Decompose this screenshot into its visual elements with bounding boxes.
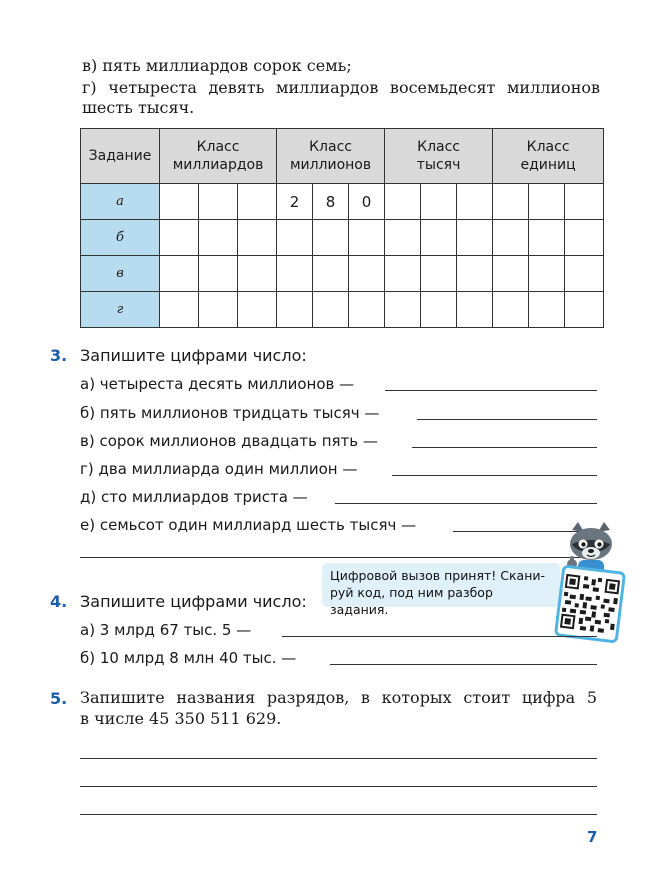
digit-cell[interactable] [457, 220, 493, 256]
digit-cell[interactable] [313, 220, 349, 256]
digit-cell[interactable] [493, 292, 529, 328]
digit-cell[interactable] [421, 184, 457, 220]
task-3-item-a: а) четыреста десять миллионов — [80, 375, 355, 393]
digit-cell[interactable] [421, 220, 457, 256]
digit-cell[interactable] [160, 292, 199, 328]
qr-code-icon [558, 572, 623, 637]
digit-cell[interactable] [529, 220, 565, 256]
digit-cell[interactable] [457, 184, 493, 220]
digit-cell[interactable] [457, 292, 493, 328]
task-3-item-v: в) сорок миллионов двадцать пять — [80, 432, 378, 450]
answer-line[interactable] [282, 636, 597, 637]
digit-cell[interactable]: 8 [313, 184, 349, 220]
digit-cell[interactable]: 0 [349, 184, 385, 220]
digit-cell[interactable] [199, 292, 238, 328]
digit-cell[interactable] [160, 256, 199, 292]
intro-line-v: в) пять миллиардов сорок семь; [82, 56, 352, 75]
header-class-thousands: Класс тысяч [385, 129, 493, 184]
digit-cell[interactable] [493, 184, 529, 220]
digit-cell[interactable] [349, 220, 385, 256]
digit-cell[interactable] [277, 220, 313, 256]
task-4-item-b: б) 10 млрд 8 млн 40 тыс. — [80, 649, 297, 667]
task-3-title: Запишите цифрами число: [80, 346, 307, 365]
callout-line-1: Цифровой вызов принят! Скани- [330, 568, 546, 583]
answer-line[interactable] [80, 814, 597, 815]
digit-cell[interactable] [421, 292, 457, 328]
task-4-title: Запишите цифрами число: [80, 592, 307, 611]
digit-cell[interactable] [238, 256, 277, 292]
digit-cell[interactable] [313, 256, 349, 292]
header-task: Задание [81, 129, 160, 184]
answer-line[interactable] [80, 786, 597, 787]
digit-cell[interactable] [160, 220, 199, 256]
digit-cell[interactable] [493, 220, 529, 256]
digit-cell[interactable] [277, 256, 313, 292]
digit-cell[interactable] [565, 220, 604, 256]
digit-cell[interactable] [421, 256, 457, 292]
answer-line-extra[interactable] [80, 557, 597, 558]
digit-cell[interactable] [385, 292, 421, 328]
row-label: г [81, 292, 160, 328]
digit-cell[interactable] [199, 256, 238, 292]
page-number: 7 [587, 828, 598, 846]
digit-cell[interactable]: 2 [277, 184, 313, 220]
digital-challenge-callout [322, 563, 560, 617]
header-class-billions: Класс миллиардов [160, 129, 277, 184]
digit-cell[interactable] [385, 220, 421, 256]
digit-cell[interactable] [385, 184, 421, 220]
digit-cell[interactable] [160, 184, 199, 220]
task-3-item-d: д) сто миллиардов триста — [80, 488, 308, 506]
digit-cell[interactable] [385, 256, 421, 292]
answer-line[interactable] [335, 503, 597, 504]
digit-cell[interactable] [493, 256, 529, 292]
digit-cell[interactable] [565, 292, 604, 328]
table-row [81, 256, 604, 292]
answer-line[interactable] [392, 475, 597, 476]
table-row [81, 292, 604, 328]
task-3-number: 3. [50, 346, 68, 365]
digit-cell[interactable] [565, 184, 604, 220]
digit-cell[interactable] [238, 220, 277, 256]
task-3-item-b: б) пять миллионов тридцать тысяч — [80, 404, 380, 422]
digit-cell[interactable] [277, 292, 313, 328]
table-row [81, 184, 604, 220]
callout-line-2: руй код, под ним разбор задания. [330, 585, 493, 617]
table-row [81, 220, 604, 256]
task-5-line-2: в числе 45 350 511 629. [80, 709, 282, 728]
answer-line[interactable] [417, 419, 597, 420]
answer-line[interactable] [330, 664, 597, 665]
task-5-line-1: Запишите названия разрядов, в которых стоит цифра 5 [80, 688, 597, 707]
digit-cell[interactable] [313, 292, 349, 328]
digit-cell[interactable] [349, 256, 385, 292]
digit-cell[interactable] [529, 292, 565, 328]
digit-cell[interactable] [565, 256, 604, 292]
row-label: б [81, 220, 160, 256]
task-3-item-g: г) два миллиарда один миллион — [80, 460, 358, 478]
qr-code-card[interactable] [554, 564, 626, 643]
task-5-number: 5. [50, 689, 68, 708]
digit-cell[interactable] [238, 184, 277, 220]
answer-line[interactable] [385, 390, 597, 391]
digit-cell[interactable] [349, 292, 385, 328]
number-class-table [80, 128, 604, 328]
header-class-millions: Класс миллионов [277, 129, 385, 184]
task-4-item-a: а) 3 млрд 67 тыс. 5 — [80, 621, 252, 639]
header-class-units: Класс единиц [493, 129, 604, 184]
task-3-item-e: е) семьсот один миллиард шесть тысяч — [80, 516, 417, 534]
row-label: в [81, 256, 160, 292]
answer-line[interactable] [80, 758, 597, 759]
intro-line-g2: шесть тысяч. [82, 98, 195, 117]
intro-line-g1: г) четыреста девять миллиардов восемьдесят миллионов [82, 78, 600, 97]
answer-line[interactable] [412, 447, 597, 448]
digit-cell[interactable] [238, 292, 277, 328]
digit-cell[interactable] [457, 256, 493, 292]
digit-cell[interactable] [199, 184, 238, 220]
digit-cell[interactable] [529, 256, 565, 292]
digit-cell[interactable] [529, 184, 565, 220]
row-label: а [81, 184, 160, 220]
task-4-number: 4. [50, 592, 68, 611]
digit-cell[interactable] [199, 220, 238, 256]
